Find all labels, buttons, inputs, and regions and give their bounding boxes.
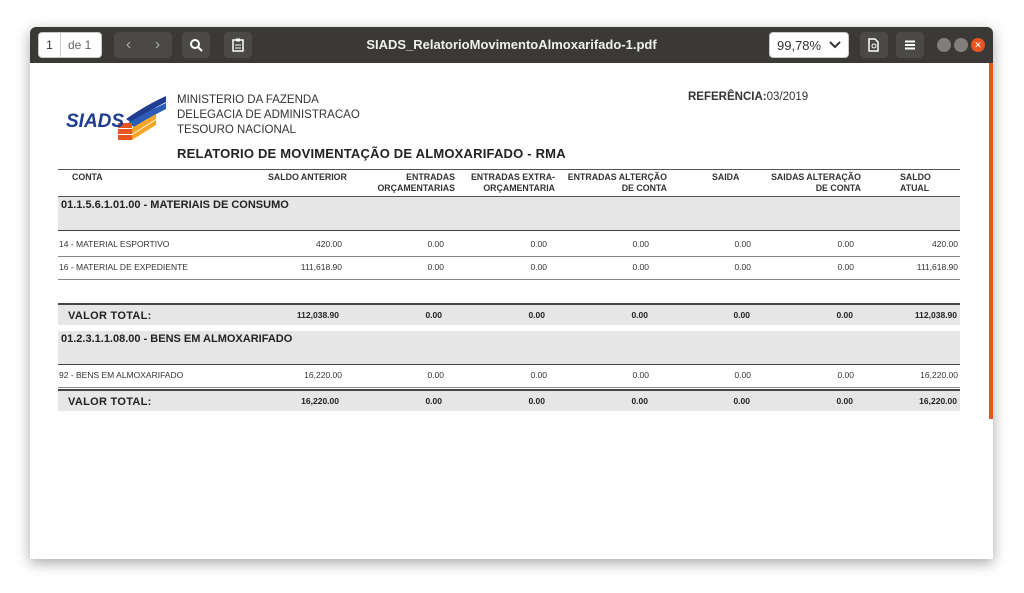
reference-value: 03/2019 (766, 91, 809, 103)
cell-saldo-atual: 420.00 (932, 239, 958, 249)
total-entradas-alt: 0.00 (631, 396, 648, 406)
ministry-header (177, 93, 360, 138)
close-button[interactable] (971, 38, 985, 52)
group-header-row (58, 197, 960, 231)
group-header-row (58, 331, 960, 365)
search-icon (189, 38, 203, 52)
menu-button[interactable] (896, 32, 924, 58)
cell-entradas-extra: 0.00 (530, 239, 547, 249)
cell-entradas-orc: 0.00 (427, 239, 444, 249)
total-label: VALOR TOTAL: (68, 310, 152, 322)
annotations-button[interactable] (224, 32, 252, 58)
table-row (58, 235, 960, 257)
cell-entradas-alt: 0.00 (632, 262, 649, 272)
minimize-button[interactable] (937, 38, 951, 52)
cell-saldo-anterior: 16,220.00 (304, 370, 342, 380)
cell-entradas-alt: 0.00 (632, 370, 649, 380)
total-label: VALOR TOTAL: (68, 396, 152, 408)
table-header (58, 169, 960, 197)
close-icon: ✕ (974, 39, 982, 50)
page-current-input[interactable]: 1 (39, 33, 61, 57)
cell-saidas-alt: 0.00 (837, 239, 854, 249)
cell-entradas-alt: 0.00 (632, 239, 649, 249)
delegacia-line: DELEGACIA DE ADMINISTRACAO (177, 109, 360, 121)
document-properties-button[interactable] (860, 32, 888, 58)
pdf-page (30, 63, 993, 559)
col-entradas-orcamentarias: ENTRADAS ORÇAMENTARIAS (377, 172, 455, 193)
col-conta: CONTA (72, 172, 103, 182)
col-saldo-atual: SALDO ATUAL (900, 172, 931, 193)
clipboard-icon (232, 38, 244, 52)
total-saldo-atual: 112,038.90 (914, 310, 957, 320)
col-entradas-alteracao: ENTRADAS ALTERÇÃO DE CONTA (567, 172, 667, 193)
titlebar (30, 27, 993, 63)
zoom-value: 99,78% (777, 37, 822, 53)
group-title: 01.2.3.1.1.08.00 - BENS EM ALMOXARIFADO (61, 333, 293, 345)
pdf-viewer-window (30, 27, 993, 559)
total-entradas-extra: 0.00 (528, 396, 545, 406)
zoom-dropdown[interactable] (769, 32, 849, 58)
total-saida: 0.00 (733, 396, 750, 406)
total-entradas-orc: 0.00 (425, 310, 442, 320)
svg-text:SIADS: SIADS (66, 111, 125, 132)
total-saidas-alt: 0.00 (836, 310, 853, 320)
total-saldo-anterior: 112,038.90 (296, 310, 339, 320)
total-entradas-extra: 0.00 (528, 310, 545, 320)
total-row (58, 303, 960, 325)
total-saldo-atual: 16,220.00 (919, 396, 957, 406)
cell-entradas-extra: 0.00 (530, 370, 547, 380)
total-row (58, 389, 960, 411)
cell-saida: 0.00 (734, 262, 751, 272)
col-saida: SAIDA (712, 172, 740, 182)
col-saidas-alteracao: SAIDAS ALTERAÇÃO DE CONTA (771, 172, 861, 193)
siads-logo (66, 93, 166, 145)
cell-conta: 16 - MATERIAL DE EXPEDIENTE (59, 262, 188, 272)
col-entradas-extra: ENTRADAS EXTRA- ORÇAMENTARIA (470, 172, 555, 193)
table-row (58, 366, 960, 388)
group-title: 01.1.5.6.1.01.00 - MATERIAIS DE CONSUMO (61, 199, 289, 211)
cell-conta: 92 - BENS EM ALMOXARIFADO (59, 370, 184, 380)
maximize-button[interactable] (954, 38, 968, 52)
cell-saldo-atual: 111,618.90 (916, 262, 958, 272)
ministry-line: MINISTERIO DA FAZENDA (177, 94, 319, 106)
cell-entradas-extra: 0.00 (530, 262, 547, 272)
previous-page-button[interactable]: ‹ (125, 36, 132, 53)
cell-saida: 0.00 (734, 370, 751, 380)
cell-conta: 14 - MATERIAL ESPORTIVO (59, 239, 170, 249)
reference-label: REFERÊNCIA: (688, 91, 767, 103)
page-of-label: de 1 (68, 38, 92, 52)
cell-saidas-alt: 0.00 (837, 262, 854, 272)
document-search-icon (868, 38, 880, 52)
cell-saldo-anterior: 111,618.90 (300, 262, 342, 272)
cell-saidas-alt: 0.00 (837, 370, 854, 380)
reference-period (688, 91, 808, 103)
hamburger-menu-icon (904, 40, 916, 50)
total-entradas-alt: 0.00 (631, 310, 648, 320)
search-button[interactable] (182, 32, 210, 58)
window-controls (937, 38, 985, 52)
cell-saldo-atual: 16,220.00 (920, 370, 958, 380)
cell-saida: 0.00 (734, 239, 751, 249)
next-page-button[interactable]: › (154, 36, 161, 53)
table-row (58, 258, 960, 280)
total-entradas-orc: 0.00 (425, 396, 442, 406)
col-saldo-anterior: SALDO ANTERIOR (268, 172, 347, 182)
cell-saldo-anterior: 420.00 (316, 239, 342, 249)
document-title: SIADS_RelatorioMovimentoAlmoxarifado-1.pdf (366, 37, 657, 52)
cell-entradas-orc: 0.00 (427, 262, 444, 272)
chevron-down-icon (829, 41, 841, 49)
total-saida: 0.00 (733, 310, 750, 320)
total-saldo-anterior: 16,220.00 (301, 396, 339, 406)
cell-entradas-orc: 0.00 (427, 370, 444, 380)
tesouro-line: TESOURO NACIONAL (177, 124, 296, 136)
page-number-box[interactable] (38, 32, 102, 58)
total-saidas-alt: 0.00 (836, 396, 853, 406)
report-title: RELATORIO DE MOVIMENTAÇÃO DE ALMOXARIFADO - RMA (177, 146, 566, 161)
page-nav-group (114, 32, 172, 58)
